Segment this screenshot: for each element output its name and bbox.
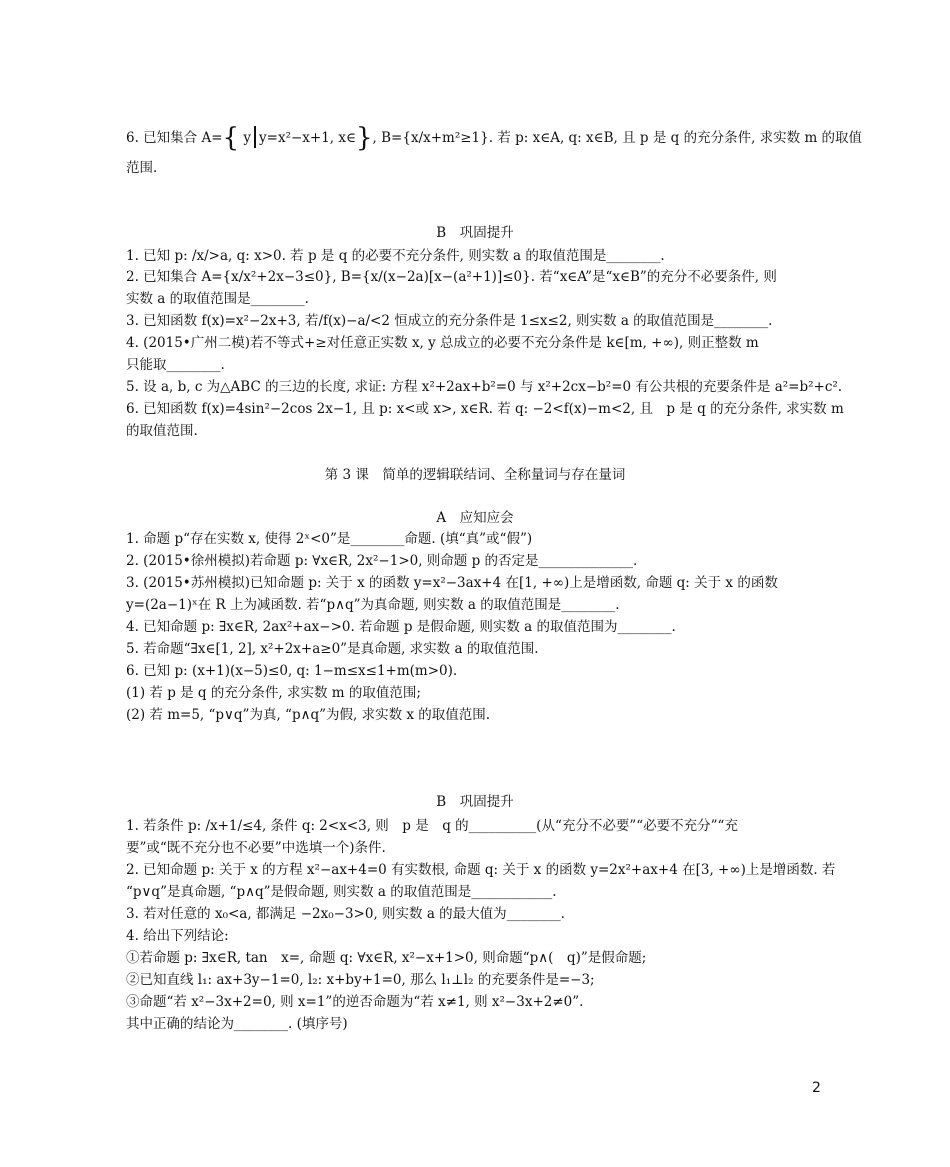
section-b2-line: 其中正确的结论为________. (填序号) <box>126 1016 348 1032</box>
page-number: 2 <box>812 1080 821 1096</box>
section-a-heading: A 应知应会 <box>436 510 514 526</box>
set-a-label: 6. 已知集合 A= <box>126 130 223 146</box>
section-a-line: 3. (2015•苏州模拟)已知命题 p: 关于 x 的函数 y=x²−3ax+4 在[1, +∞)上是增函数, 命题 q: 关于 x 的函数 <box>126 575 778 591</box>
section-b1-line: 5. 设 a, b, c 为△ABC 的三边的长度, 求证: 方程 x²+2ax+b²=0 与 x²+2cx−b²=0 有公共根的充要条件是 a²=b²+c². <box>126 379 843 395</box>
section-b1-line: 的取值范围. <box>126 423 198 439</box>
left-brace: { <box>222 123 240 153</box>
section-a-line: 5. 若命题“∃x∈[1, 2], x²+2x+a≥0”是真命题, 求实数 a 的取值范围. <box>126 641 539 657</box>
section-b1-line: 1. 已知 p: /x/>a, q: x>0. 若 p 是 q 的必要不充分条件, 则实数 a 的取值范围是________. <box>126 248 665 264</box>
set-bar <box>254 126 256 148</box>
problem-6-text: , B={x/x+m²≥1}. 若 p: x∈A, q: x∈B, 且 p 是 q 的充分条件, 求实数 m 的取值 <box>372 130 863 146</box>
section-a-line: (2) 若 m=5, “p∨q”为真, “p∧q”为假, 求实数 x 的取值范围. <box>126 707 491 723</box>
section-a-line: y=(2a−1)ˣ在 R 上为减函数. 若“p∧q”为真命题, 则实数 a 的取值范围是________. <box>126 597 620 613</box>
section-b2-line: ②已知直线 l₁: ax+3y−1=0, l₂: x+by+1=0, 那么 l₁⊥l₂ 的充要条件是=−3; <box>126 972 595 988</box>
lesson-title: 第 3 课 简单的逻辑联结词、全称量词与存在量词 <box>324 467 626 483</box>
section-b2-line: 要”或“既不充分也不必要”中选填一个)条件. <box>126 840 386 856</box>
section-b2-line: 3. 若对任意的 x₀<a, 都满足 −2x₀−3>0, 则实数 a 的最大值为________. <box>126 906 565 922</box>
right-brace: } <box>356 123 373 153</box>
section-b1-line: 4. (2015•广州二模)若不等式+≥对任意正实数 x, y 总成立的必要不充分条件是 k∈[m, +∞), 则正整数 m <box>126 335 759 351</box>
section-b2-line: 2. 已知命题 p: 关于 x 的方程 x²−ax+4=0 有实数根, 命题 q: 关于 x 的函数 y=2x²+ax+4 在[3, +∞)上是增函数. 若 <box>126 862 836 878</box>
section-b2-heading: B 巩固提升 <box>436 794 514 810</box>
section-a-line: 4. 已知命题 p: ∃x∈R, 2ax²+ax−>0. 若命题 p 是假命题, 则实数 a 的取值范围为________. <box>126 619 676 635</box>
section-b1-line: 3. 已知函数 f(x)=x²−2x+3, 若/f(x)−a/<2 恒成立的充分条件是 1≤x≤2, 则实数 a 的取值范围是________. <box>126 313 773 329</box>
problem-6-line-2: 范围. <box>126 160 158 176</box>
section-b2-line: 1. 若条件 p: /x+1/≤4, 条件 q: 2<x<3, 则 p 是 q 的__________(从“充分不必要”“必要不充分”“充 <box>126 818 738 834</box>
section-a-line: (1) 若 p 是 q 的充分条件, 求实数 m 的取值范围; <box>126 685 421 701</box>
section-b2-line: 4. 给出下列结论: <box>126 928 229 944</box>
section-b1-heading: B 巩固提升 <box>436 225 514 241</box>
section-b1-line: 实数 a 的取值范围是________. <box>126 291 309 307</box>
set-condition: y=x²−x+1, x∈ <box>259 130 356 146</box>
section-a-line: 1. 命题 p“存在实数 x, 使得 2ˣ<0”是________命题. (填“真”或“假”) <box>126 531 533 547</box>
section-b2-line: ①若命题 p: ∃x∈R, tan x=, 命题 q: ∀x∈R, x²−x+1>0, 则命题“p∧( q)”是假命题; <box>126 950 647 966</box>
section-a-line: 2. (2015•徐州模拟)若命题 p: ∀x∈R, 2x²−1>0, 则命题 p 的否定是______________. <box>126 553 638 569</box>
section-a-line: 6. 已知 p: (x+1)(x−5)≤0, q: 1−m≤x≤1+m(m>0). <box>126 663 458 679</box>
section-b1-line: 只能取________. <box>126 357 225 373</box>
problem-6-line-1 <box>126 123 863 153</box>
section-b1-line: 6. 已知函数 f(x)=4sin²−2cos 2x−1, 且 p: x<或 x>, x∈R. 若 q: −2<f(x)−m<2, 且 p 是 q 的充分条件, 求实数 m <box>126 401 844 417</box>
set-variable: y <box>243 130 252 146</box>
section-b2-line: “p∨q”是真命题, “p∧q”是假命题, 则实数 a 的取值范围是____________. <box>126 884 557 900</box>
section-b2-line: ③命题“若 x²−3x+2=0, 则 x=1”的逆否命题为“若 x≠1, 则 x²−3x+2≠0”. <box>126 994 584 1010</box>
section-b1-line: 2. 已知集合 A={x/x²+2x−3≤0}, B={x/(x−2a)[x−(a²+1)]≤0}. 若“x∈A”是“x∈B”的充分不必要条件, 则 <box>126 269 777 285</box>
